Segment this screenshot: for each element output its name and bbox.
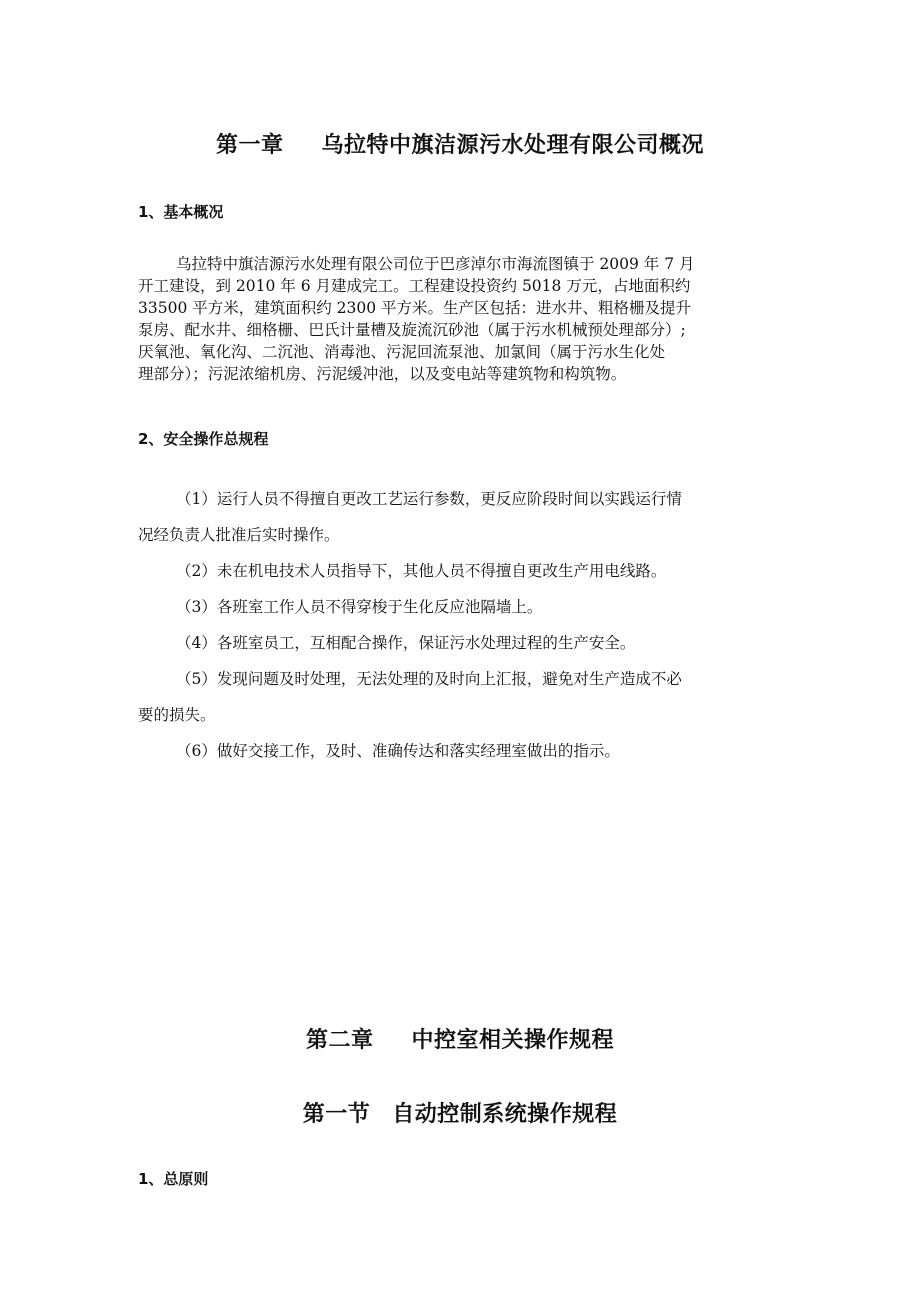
section-1-number: 第一节 [302, 1102, 371, 1127]
safety-rule-6: （6）做好交接工作，及时、准确传达和落实经理室做出的指示。 [176, 742, 620, 760]
chapter-2-title-text: 中控室相关操作规程 [411, 1028, 615, 1053]
chapter-1-title [0, 128, 920, 159]
section-basic-overview-heading: 1、基本概况 [138, 203, 224, 221]
section-safety-rules-heading: 2、安全操作总规程 [138, 430, 269, 448]
general-principles-heading: 1、总原则 [138, 1170, 209, 1188]
chapter-2-number: 第二章 [305, 1028, 374, 1053]
basic-overview-paragraph: 乌拉特中旗洁源污水处理有限公司位于巴彦淖尔市海流图镇于 2009 年 7 月 开工建设，到 2010 年 6 月建成完工。工程建设投资约 5018 万元，占地面积约 33500 平方米，建筑面积约 2300 平方米。生产区包括：进水井、粗格栅及提升 泵房、配水井、细格栅、巴氏计量槽及旋流沉砂池（属于污水机械预处理部分）; 厌氧池、氧化沟、二沉池、消毒池、污泥回流泵池、加氯间（属于污水生化处 理部分）；污泥浓缩机房、污泥缓冲池，以及变电站等建筑物和构筑物。 [138, 255, 695, 383]
chapter-2-title [0, 1023, 920, 1054]
safety-rule-2: （2）未在机电技术人员指导下，其他人员不得擅自更改生产用电线路。 [176, 562, 667, 580]
safety-rule-3: （3）各班室工作人员不得穿梭于生化反应池隔墙上。 [176, 598, 543, 616]
safety-rule-5: （5）发现问题及时处理，无法处理的及时向上汇报，避免对生产造成不必 要的损失。 [138, 670, 682, 724]
section-1-title [0, 1097, 920, 1128]
safety-rule-1: （1）运行人员不得擅自更改工艺运行参数，更反应阶段时间以实践运行情 况经负责人批准后实时操作。 [138, 490, 682, 544]
chapter-1-number: 第一章 [215, 133, 284, 158]
chapter-1-title-text: 乌拉特中旗洁源污水处理有限公司概况 [321, 133, 705, 158]
safety-rule-4: （4）各班室员工，互相配合操作，保证污水处理过程的生产安全。 [176, 634, 636, 652]
section-1-title-text: 自动控制系统操作规程 [392, 1102, 618, 1127]
